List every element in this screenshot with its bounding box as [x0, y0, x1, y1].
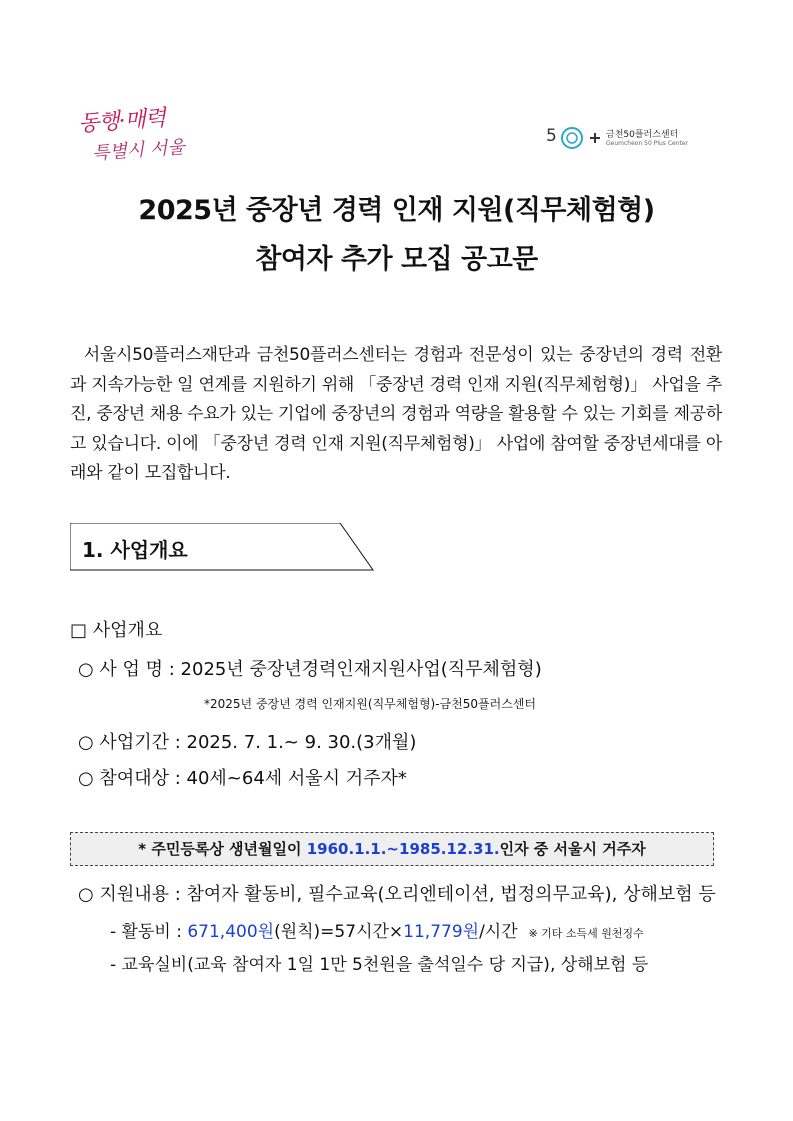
- allowance-amount: 671,400원: [187, 922, 275, 942]
- center-logo: [546, 122, 736, 156]
- subsection-heading: □ 사업개요: [70, 620, 163, 641]
- allowance-line: [110, 917, 644, 942]
- logo-fifty: 5: [546, 126, 557, 146]
- eligibility-note-box: [70, 832, 714, 866]
- logo-line-2: 특별시 서울: [91, 136, 186, 165]
- circle-plus-icon: [559, 125, 603, 151]
- allowance-suffix: /시간: [479, 922, 518, 942]
- intro-paragraph: [70, 341, 722, 489]
- logo-name-en: Geumcheon 50 Plus Center: [606, 140, 689, 147]
- box-prefix: * 주민등록상 생년월일이: [138, 840, 307, 858]
- allowance-mid: (원칙)=57시간×: [274, 922, 404, 942]
- allowance-prefix: - 활동비 :: [110, 922, 188, 942]
- page-title-line-2: 참여자 추가 모집 공고문: [255, 244, 538, 275]
- project-period: ○ 사업기간 : 2025. 7. 1.~ 9. 30.(3개월): [78, 732, 417, 753]
- logo-name-kr: 금천50플러스센터: [606, 130, 679, 140]
- hourly-rate: 11,779원: [403, 922, 480, 942]
- intro-text: [70, 341, 722, 489]
- section-title: 1. 사업개요: [82, 538, 188, 562]
- tax-note: ※ 기타 소득세 원천징수: [528, 927, 644, 940]
- birthdate-range: 1960.1.1.~1985.12.31.: [306, 840, 500, 858]
- section-header: [70, 523, 375, 571]
- seoul-slogan-logo: [78, 100, 188, 170]
- eligibility: ○ 참여대상 : 40세~64세 서울시 거주자*: [78, 768, 407, 789]
- support-content: ○ 지원내용 : 참여자 활동비, 필수교육(오리엔테이션, 법정의무교육), 상해보험 등: [78, 884, 716, 905]
- education-allowance: - 교육실비(교육 참여자 1일 1만 5천원을 출석일수 당 지급), 상해보험 등: [110, 955, 649, 975]
- box-suffix: 인자 중 서울시 거주자: [499, 840, 646, 858]
- project-name: ○ 사 업 명 : 2025년 중장년경력인재지원사업(직무체험형): [78, 659, 542, 680]
- logo-line-1: 동행·매력: [77, 105, 166, 137]
- page-title-line-1: 2025년 중장년 경력 인재 지원(직무체험형): [138, 195, 655, 226]
- intro-body: 서울시50플러스재단과 금천50플러스센터는 경험과 전문성이 있는 중장년의 경력 전환과 지속가능한 일 연계를 지원하기 위해 「중장년 경력 인재 지원(직무체험형)」 사업을 추진, 중장년 채용 수요가 있는 기업에 중장년의 경험과 역량을 활용할 수 있는 기회를 제공하고 있습니다. 이에 「중장년 경력 인재 지원(직무체험형)」 사업에 참여할 중장년세대를 아래와 같이 모집합니다.: [70, 345, 722, 483]
- project-name-note: *2025년 중장년 경력 인재지원(직무체험형)-금천50플러스센터: [204, 697, 536, 711]
